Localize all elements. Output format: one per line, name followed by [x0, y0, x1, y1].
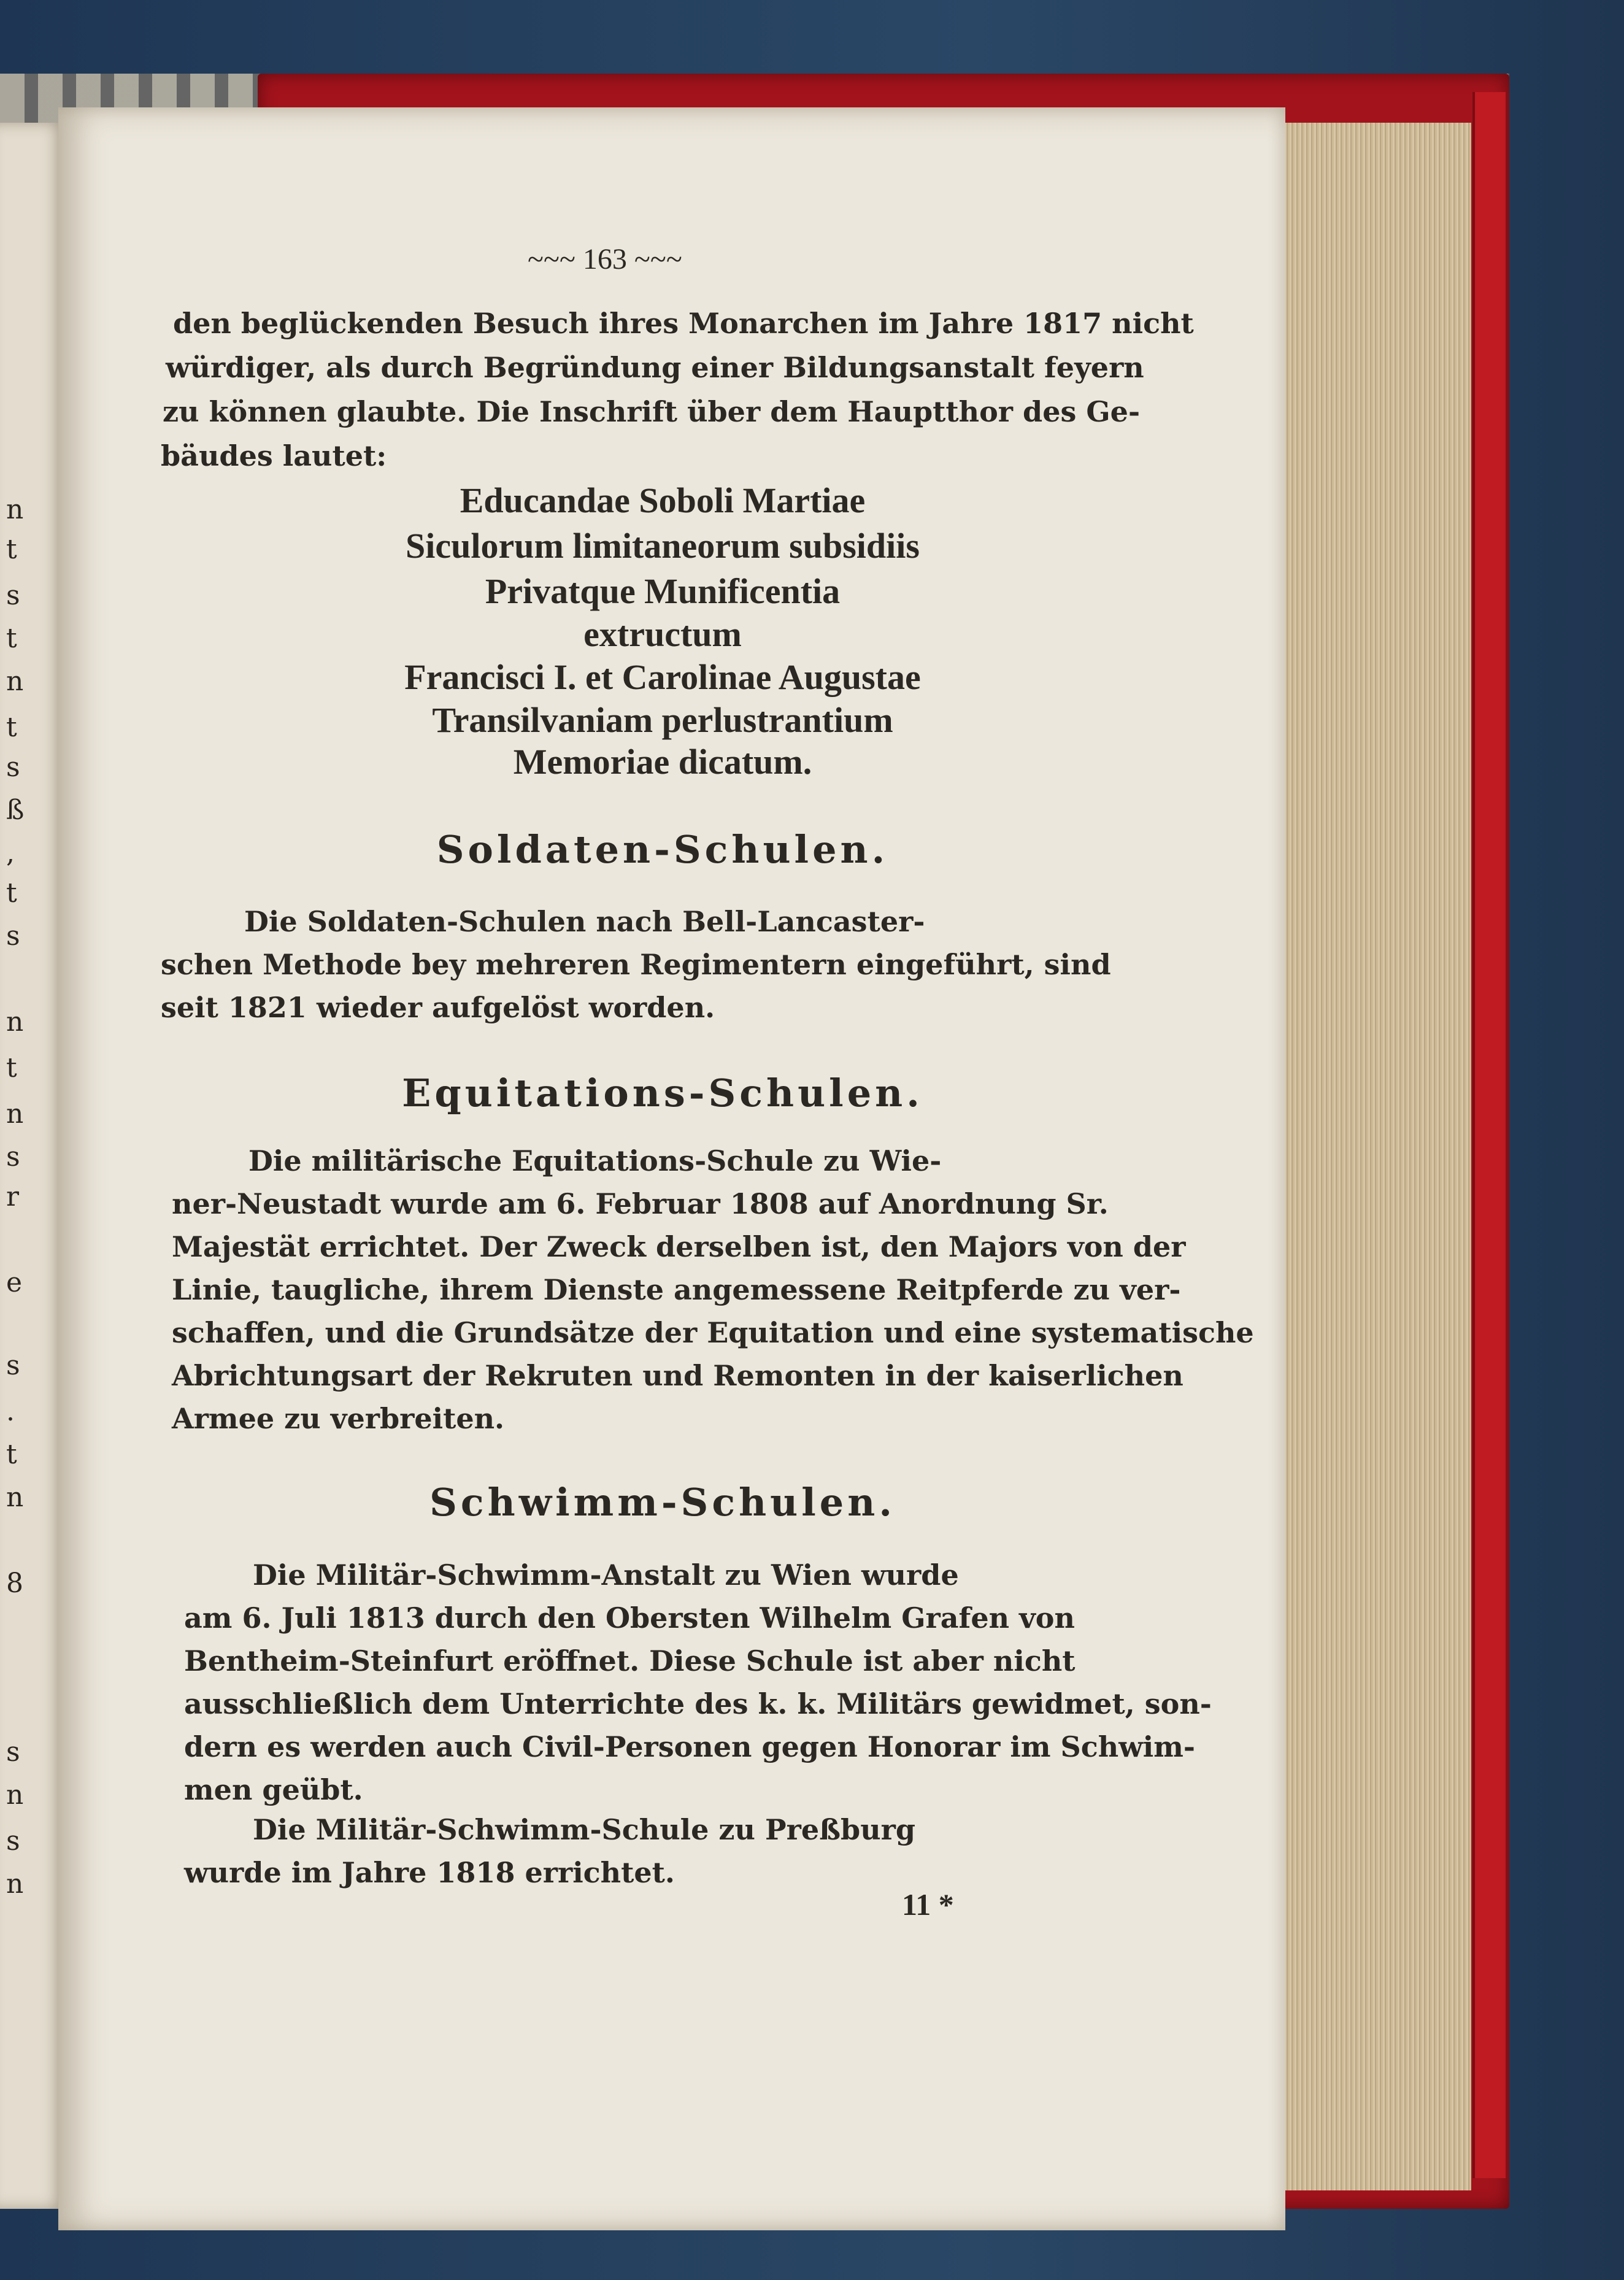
text-line: am 6. Juli 1813 durch den Obersten Wilhelm Grafen von: [184, 1601, 1075, 1635]
inscription-line: Memoriae dicatum.: [513, 742, 812, 782]
text-line: bäudes lautet:: [161, 439, 387, 472]
margin-fragment: s: [6, 580, 20, 611]
text-line: Bentheim-Steinfurt eröffnet. Diese Schule ist aber nicht: [184, 1644, 1076, 1677]
margin-fragment: t: [6, 877, 17, 909]
margin-fragment: n: [6, 666, 24, 697]
margin-fragment: t: [6, 712, 17, 743]
text-line: würdiger, als durch Begründung einer Bildungsanstalt feyern: [166, 351, 1144, 384]
margin-fragment: s: [6, 752, 20, 783]
margin-fragment: ß: [6, 795, 25, 826]
cover-edge: [1472, 92, 1506, 2178]
margin-fragment: s: [6, 920, 20, 952]
margin-fragment: t: [6, 623, 17, 654]
section-heading: Soldaten-Schulen.: [436, 827, 889, 872]
margin-fragment: 8: [6, 1568, 23, 1599]
text-line: Die Militär-Schwimm-Anstalt zu Wien wurde: [253, 1558, 959, 1592]
margin-fragment: n: [6, 1006, 24, 1038]
text-line: Abrichtungsart der Rekruten und Remonten in der kaiserlichen: [172, 1359, 1183, 1392]
inscription-line: Educandae Soboli Martiae: [460, 480, 866, 520]
text-line: men geübt.: [184, 1773, 363, 1806]
text-line: seit 1821 wieder aufgelöst worden.: [161, 991, 715, 1024]
text-line: dern es werden auch Civil-Personen gegen Honorar im Schwim-: [184, 1730, 1196, 1763]
margin-fragment: n: [6, 1098, 24, 1130]
margin-fragment: e: [6, 1267, 23, 1298]
margin-fragment: s: [6, 1825, 20, 1857]
margin-fragment: s: [6, 1350, 20, 1381]
text-line: ausschließlich dem Unterrichte des k. k. Militärs gewidmet, son-: [184, 1687, 1212, 1720]
margin-fragment: t: [6, 1439, 17, 1470]
text-line: Linie, taugliche, ihrem Dienste angemessene Reitpferde zu ver-: [172, 1273, 1181, 1306]
text-line: den beglückenden Besuch ihres Monarchen im Jahre 1817 nicht: [173, 307, 1194, 340]
margin-fragment: .: [6, 1396, 15, 1427]
inscription-line: extructum: [583, 614, 742, 654]
section-heading: Equitations-Schulen.: [402, 1071, 923, 1115]
margin-fragment: s: [6, 1141, 20, 1173]
text-line: Die militärische Equitations-Schule zu Wie-: [248, 1144, 942, 1177]
text-line: ner-Neustadt wurde am 6. Februar 1808 auf Anordnung Sr.: [172, 1187, 1109, 1220]
text-line: zu können glaubte. Die Inschrift über dem Hauptthor des Ge-: [163, 395, 1141, 428]
text-line: Die Militär-Schwimm-Schule zu Preßburg: [253, 1813, 916, 1846]
signature-mark: 11 *: [902, 1887, 954, 1922]
margin-fragment: n: [6, 1482, 24, 1513]
margin-fragment: n: [6, 1779, 24, 1811]
margin-fragment: n: [6, 1868, 24, 1900]
page-number: ~~~ 163 ~~~: [528, 243, 682, 275]
text-line: Die Soldaten-Schulen nach Bell-Lancaster-: [244, 905, 925, 938]
margin-fragment: t: [6, 534, 17, 565]
inscription-line: Siculorum limitaneorum subsidiis: [406, 526, 920, 566]
page-block-edges: [1273, 123, 1471, 2190]
inscription-line: Transilvaniam perlustrantium: [432, 700, 893, 740]
section-heading: Schwimm-Schulen.: [429, 1480, 896, 1525]
margin-fragment: n: [6, 494, 24, 525]
text-line: Armee zu verbreiten.: [172, 1402, 505, 1435]
margin-fragment: ,: [6, 838, 15, 869]
inscription-line: Francisci I. et Carolinae Augustae: [404, 657, 921, 697]
text-line: Majestät errichtet. Der Zweck derselben ist, den Majors von der: [172, 1230, 1186, 1263]
margin-fragment: r: [6, 1181, 20, 1212]
text-line: wurde im Jahre 1818 errichtet.: [184, 1856, 675, 1889]
text-line: schaffen, und die Grundsätze der Equitation und eine systematische: [172, 1316, 1254, 1349]
margin-fragment: s: [6, 1736, 20, 1768]
text-line: schen Methode bey mehreren Regimentern eingeführt, sind: [161, 948, 1111, 981]
margin-fragment: t: [6, 1052, 17, 1084]
inscription-line: Privatque Munificentia: [485, 571, 841, 611]
